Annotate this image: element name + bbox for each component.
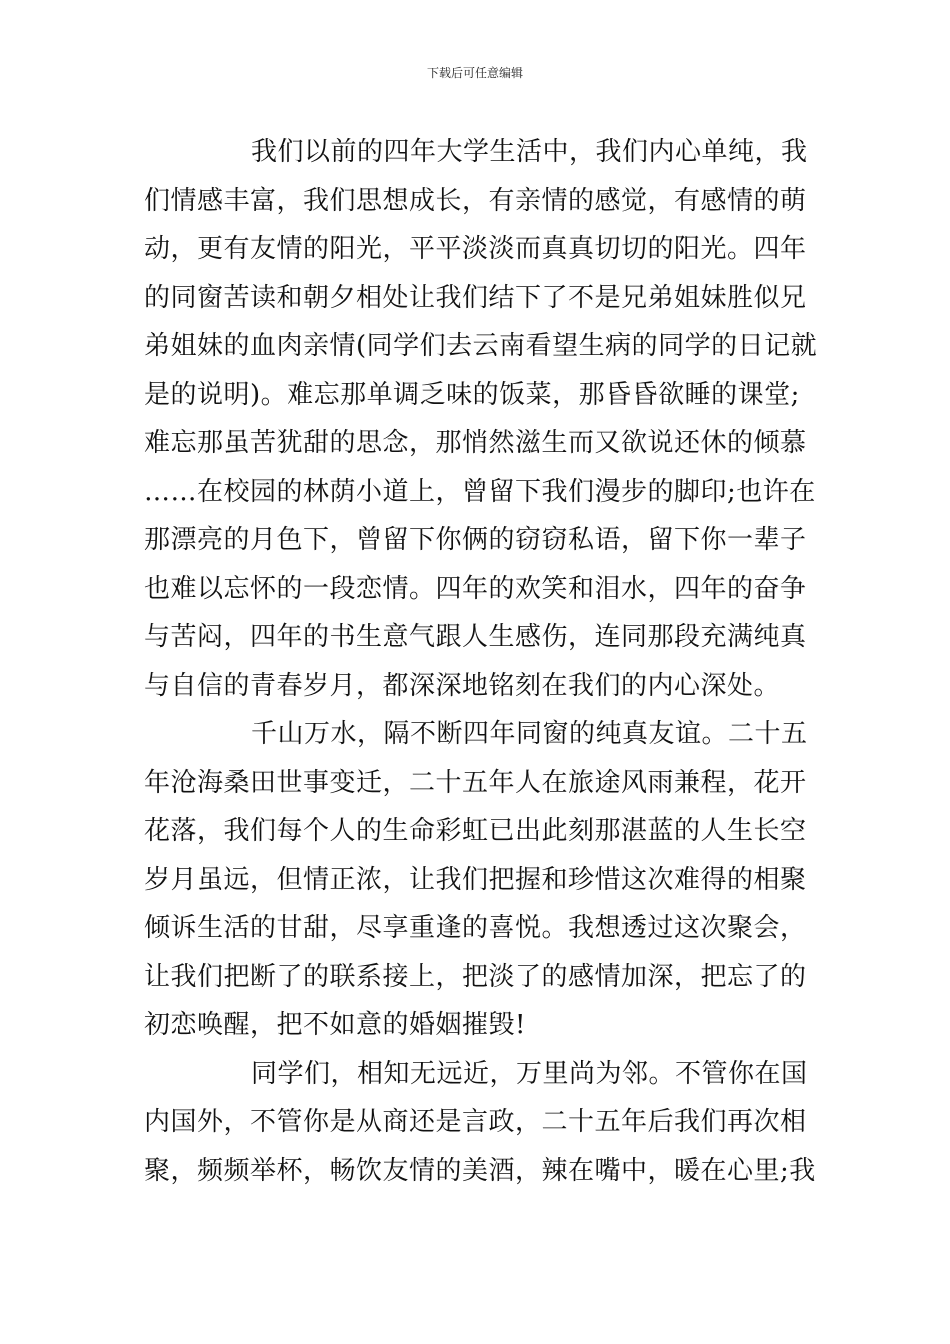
text-line: 也难以忘怀的一段恋情。四年的欢笑和泪水，四年的奋争 <box>144 573 807 604</box>
text-line: 是的说明)。难忘那单调乏味的饭菜，那昏昏欲睡的课堂; <box>144 379 800 410</box>
text-line: 内国外，不管你是从商还是言政，二十五年后我们再次相 <box>144 1107 807 1137</box>
text-line: 让我们把断了的联系接上，把淡了的感情加深，把忘了的 <box>144 961 807 992</box>
body-text <box>144 128 818 1195</box>
text-line: 初恋唤醒，把不如意的婚姻摧毁! <box>144 1010 526 1040</box>
text-line: 弟姐妹的血肉亲情(同学们去云南看望生病的同学的日记就 <box>144 331 818 361</box>
text-line: 年沧海桑田世事变迁，二十五年人在旅途风雨兼程，花开 <box>144 767 807 798</box>
text-line: 动，更有友情的阳光，平平淡淡而真真切切的阳光。四年 <box>144 234 807 264</box>
text-line: 的同窗苦读和朝夕相处让我们结下了不是兄弟姐妹胜似兄 <box>144 282 807 313</box>
text-line: 同学们，相知无远近，万里尚为邻。不管你在国 <box>251 1058 808 1089</box>
text-line: ……在校园的林荫小道上，曾留下我们漫步的脚印;也许在 <box>144 476 816 507</box>
text-line: 聚，频频举杯，畅饮友情的美酒，辣在嘴中，暖在心里;我 <box>144 1155 816 1186</box>
text-line: 与苦闷，四年的书生意气跟人生感伤，连同那段充满纯真 <box>144 622 807 652</box>
page-header: 下载后可任意编辑 <box>426 66 523 80</box>
text-line: 倾诉生活的甘甜，尽享重逢的喜悦。我想透过这次聚会， <box>144 913 807 943</box>
text-line: 千山万水，隔不断四年同窗的纯真友谊。二十五 <box>251 719 808 749</box>
text-line: 岁月虽远，但情正浓，让我们把握和珍惜这次难得的相聚 <box>144 864 807 895</box>
text-line: 我们以前的四年大学生活中，我们内心单纯，我 <box>251 137 808 167</box>
text-line: 花落，我们每个人的生命彩虹已出此刻那湛蓝的人生长空 <box>144 816 807 846</box>
text-line: 难忘那虽苦犹甜的思念，那悄然滋生而又欲说还休的倾慕 <box>144 428 807 458</box>
text-line: 那漂亮的月色下，曾留下你俩的窃窃私语，留下你一辈子 <box>144 525 807 555</box>
text-line: 们情感丰富，我们思想成长，有亲情的感觉，有感情的萌 <box>144 185 807 216</box>
text-line: 与自信的青春岁月，都深深地铭刻在我们的内心深处。 <box>144 670 781 701</box>
